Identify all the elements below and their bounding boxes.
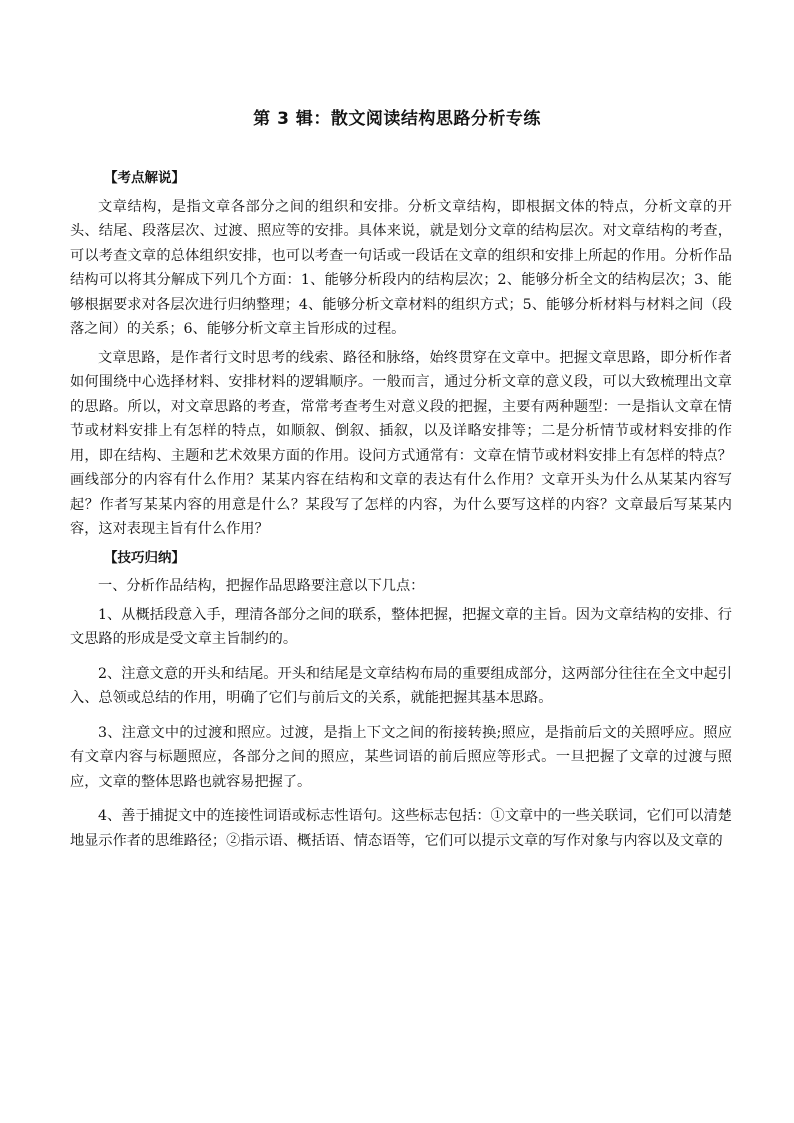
tips-intro: 一、分析作品结构，把握作品思路要注意以下几点： (98, 578, 425, 594)
section-heading-jiqiao: 【技巧归纳】 (104, 549, 185, 566)
paragraph-structure: 文章结构，是指文章各部分之间的组织和安排。分析文章结构，即根据文体的特点，分析文章的开头、结尾、段落层次、过渡、照应等的安排。具体来说，就是划分文章的结构层次。对文章结构的考查，可以考查文章的总体组织安排，也可以考查一句话或一段话在文章的组织和安排上所起的作用。分析作品结构可以将其分解成下列几个方面：1、能够分析段内的结构层次；2、能够分析全文的结构层次；3、能够根据要求对各层次进行归纳整理；4、能够分析文章材料的组织方式；5、能够分析材料与材料之间（段落之间）的关系；6、能够分析文章主旨形成的过程。 (70, 198, 732, 337)
tip-item-1: 1、从概括段意入手，理清各部分之间的联系，整体把握，把握文章的主旨。因为文章结构的安排、行文思路的形成是受文章主旨制约的。 (70, 606, 732, 647)
tip-item-2: 2、注意文意的开头和结尾。开头和结尾是文章结构布局的重要组成部分，这两部分往往在全文中起引入、总领或总结的作用，明确了它们与前后文的关系，就能把握其基本思路。 (70, 665, 732, 706)
tip-item-3: 3、注意文中的过渡和照应。过渡，是指上下文之间的衔接转换;照应，是指前后文的关照呼应。照应有文章内容与标题照应，各部分之间的照应，某些词语的前后照应等形式。一旦把握了文章的过渡与照应，文章的整体思路也就容易把握了。 (70, 724, 732, 790)
document-title: 第 3 辑：散文阅读结构思路分析专练 (253, 109, 541, 129)
tip-item-4: 4、善于捕捉文中的连接性词语或标志性语句。这些标志包括：①文章中的一些关联词，它们可以清楚地显示作者的思维路径；②指示语、概括语、情态语等，它们可以提示文章的写作对象与内容以及文章的 (70, 808, 732, 849)
document-body (70, 166, 732, 863)
paragraph-thinking: 文章思路，是作者行文时思考的线索、路径和脉络，始终贯穿在文章中。把握文章思路，即分析作者如何围绕中心选择材料、安排材料的逻辑顺序。一般而言，通过分析文章的意义段，可以大致梳理出文章的思路。所以，对文章思路的考查，常常考查考生对意义段的把握，主要有两种题型：一是指认文章在情节或材料安排上有怎样的特点，如顺叙、倒叙、插叙，以及详略安排等；二是分析情节或材料安排的作用，即在结构、主题和艺术效果方面的作用。设问方式通常有：文章在情节或材料安排上有怎样的特点？画线部分的内容有什么作用？某某内容在结构和文章的表达有什么作用？文章开头为什么从某某内容写起？作者写某某内容的用意是什么？某段写了怎样的内容，为什么要写这样的内容？文章最后写某某内容，这对表现主旨有什么作用？ (70, 349, 732, 537)
section-heading-kaodian: 【考点解说】 (104, 170, 185, 186)
